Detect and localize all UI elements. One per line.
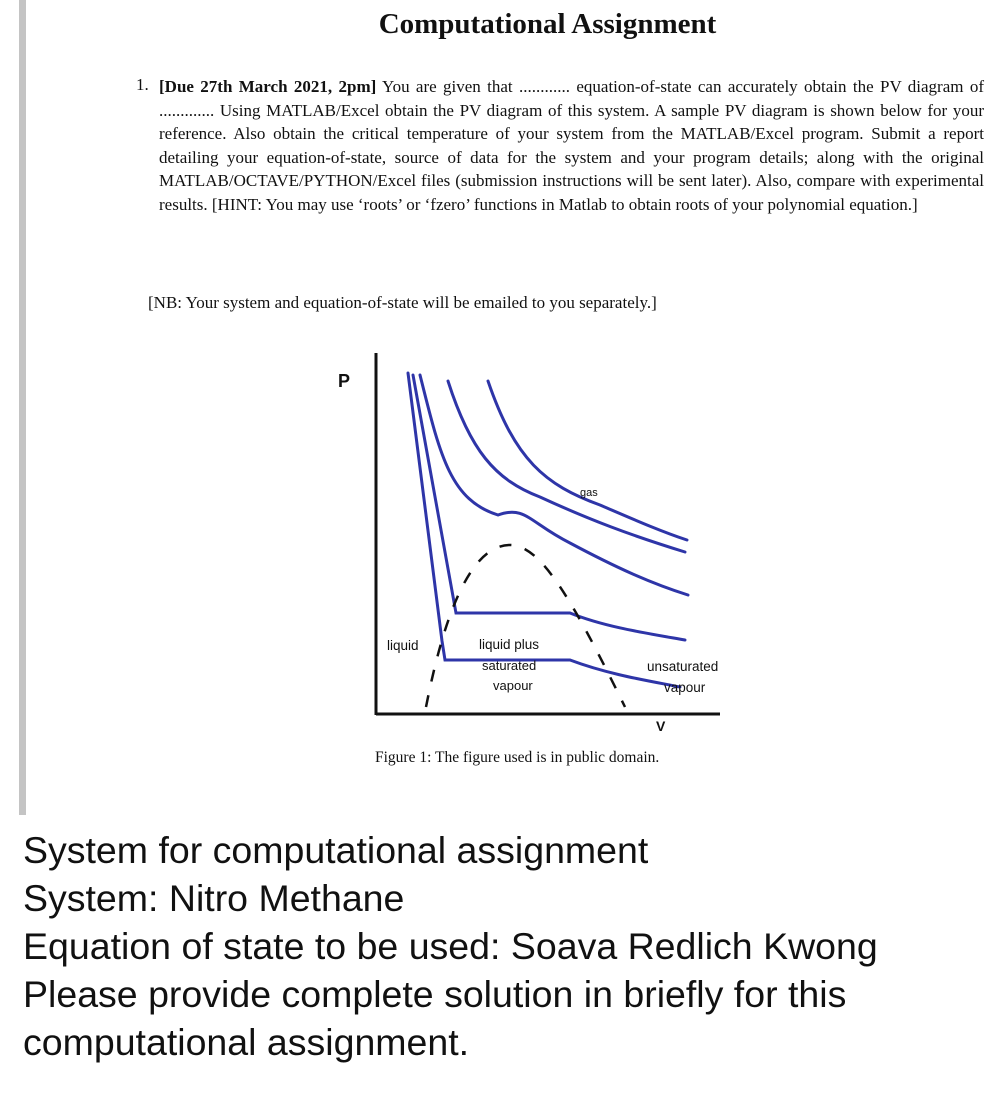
message-line-4: Please provide complete solution in briefly for this xyxy=(23,973,847,1015)
label-gas: gas xyxy=(580,487,598,499)
note-text: [NB: Your system and equation-of-state will be emailed to you separately.] xyxy=(148,293,657,312)
figure-caption: Figure 1: The figure used is in public domain. xyxy=(375,749,660,766)
question-body: You are given that ............ equation-of-state can accurately obtain the PV diagram of ............. Using MATLAB/Excel obtain the PV diagram of this system. A sample PV diagram is shown below for your reference. Also obtain the critical temperature of your system from the MATLAB/Excel program. Submit a report detailing your equation-of-state, source of data for the system and your program details; along with the original MATLAB/OCTAVE/PYTHON/Excel files (submission instructions will be sent later). Also, compare with experimental results. [HINT: You may use ‘roots’ or ‘fzero’ functions in Matlab to obtain roots of your polynomial equation.] xyxy=(159,77,984,214)
document-left-border xyxy=(19,0,26,815)
message-line-2: System: Nitro Methane xyxy=(23,877,405,919)
document-title: Computational Assignment xyxy=(378,8,717,40)
isotherm-critical xyxy=(420,375,688,595)
label-vapour: vapour xyxy=(493,678,533,693)
message-line-3: Equation of state to be used: Soava Redlich Kwong xyxy=(23,925,878,967)
question-due-date: [Due 27th March 2021, 2pm] xyxy=(159,77,377,96)
pv-diagram xyxy=(330,345,750,735)
isotherm-low xyxy=(408,373,680,687)
v-axis-label: V xyxy=(656,718,666,734)
message-block xyxy=(23,826,998,1066)
label-liquid: liquid xyxy=(387,638,419,653)
label-saturated: saturated xyxy=(482,658,537,673)
p-axis-label: P xyxy=(338,371,351,391)
question-number: 1. xyxy=(136,75,149,94)
message-line-1: System for computational assignment xyxy=(23,829,649,871)
label-vapour-right: vapour xyxy=(664,680,706,695)
label-unsaturated: unsaturated xyxy=(647,659,719,674)
label-liquid-plus: liquid plus xyxy=(479,637,540,652)
isotherm-mid xyxy=(413,375,685,640)
message-line-5: computational assignment. xyxy=(23,1021,470,1063)
question-text xyxy=(159,75,984,217)
